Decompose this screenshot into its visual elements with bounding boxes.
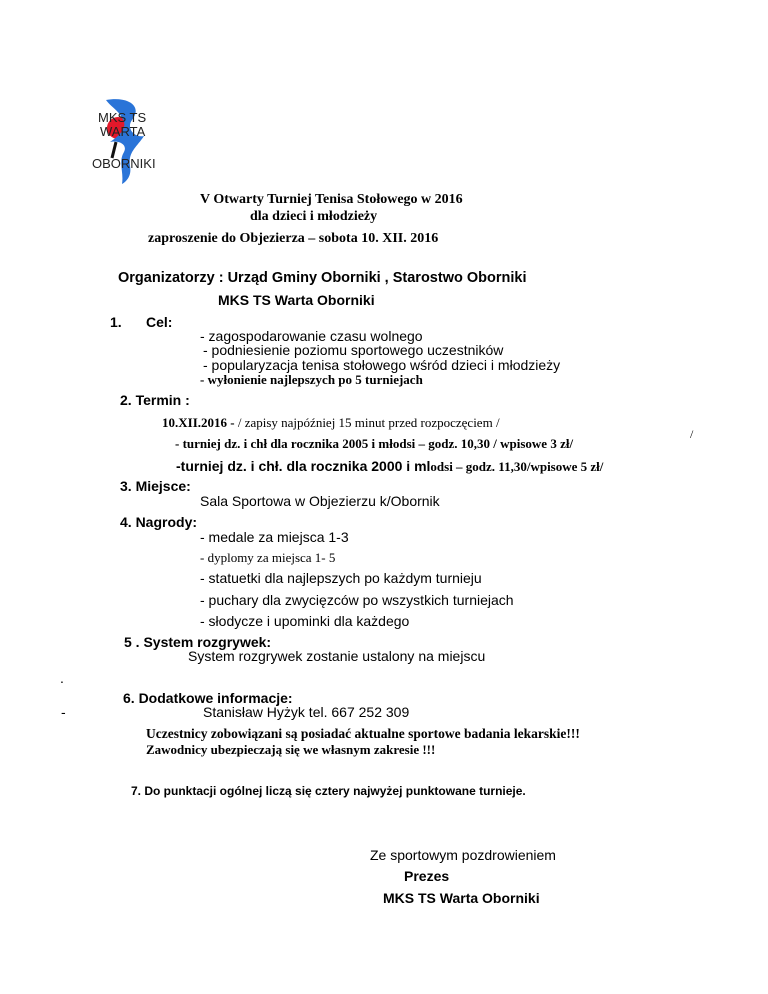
insurance-note: Zawodnicy ubezpieczają się we własnym zakresie !!! bbox=[146, 742, 436, 757]
contact-person: Stanisław Hyżyk tel. 667 252 309 bbox=[203, 704, 410, 720]
logo-line1: MKS TS bbox=[98, 110, 147, 125]
venue: Sala Sportowa w Objezierzu k/Obornik bbox=[200, 493, 440, 509]
section1-number: 1. bbox=[110, 314, 122, 330]
prize-item-2: - dyplomy za miejsca 1- 5 bbox=[200, 550, 336, 565]
prize-item-5: - słodycze i upominki dla każdego bbox=[200, 613, 410, 629]
competition-system: System rozgrywek zostanie ustalony na miejscu bbox=[188, 648, 486, 664]
closing-greeting: Ze sportowym pozdrowieniem bbox=[370, 847, 556, 863]
prize-item-4: - puchary dla zwycięzców po wszystkich turniejach bbox=[200, 592, 514, 608]
stray-slash: / bbox=[690, 427, 694, 441]
stray-dot: . bbox=[60, 670, 64, 686]
organizer-club: MKS TS Warta Oborniki bbox=[218, 292, 375, 308]
medical-note: Uczestnicy zobowiązani są posiadać aktualne sportowe badania lekarskie!!! bbox=[146, 726, 580, 741]
logo-line3: OBORNIKI bbox=[92, 156, 156, 171]
tournament-junior: - turniej dz. i chł dla rocznika 2005 i młodsi – godz. 10,30 / wpisowe 3 zł/ bbox=[175, 436, 574, 451]
club-logo bbox=[88, 96, 168, 186]
organizers-names: Urząd Gminy Oborniki , Starostwo Oborniki bbox=[227, 270, 527, 286]
logo-line2: WARTA bbox=[100, 124, 146, 139]
section5-title: 5 . System rozgrywek: bbox=[124, 634, 272, 650]
goal-item-3: - popularyzacja tenisa stołowego wśród dzieci i młodzieży bbox=[203, 357, 561, 373]
tournament-senior-part1: -turniej dz. i chł. dla rocznika 2000 i ml bbox=[176, 458, 431, 474]
organizers-line bbox=[118, 270, 526, 286]
event-title: V Otwarty Turniej Tenisa Stołowego w 2016 bbox=[200, 192, 463, 207]
registration-note: / zapisy najpóźniej 15 minut przed rozpoczęciem / bbox=[234, 415, 500, 430]
event-date-line bbox=[162, 415, 500, 431]
tournament-senior bbox=[176, 458, 603, 476]
prize-item-1: - medale za miejsca 1-3 bbox=[200, 529, 349, 545]
closing-role: Prezes bbox=[404, 868, 450, 884]
section1-title: Cel: bbox=[146, 314, 173, 330]
goal-item-2: - podniesienie poziomu sportowego uczestników bbox=[203, 342, 504, 358]
event-date: 10.XII.2016 - bbox=[162, 415, 235, 430]
prize-item-3: - statuetki dla najlepszych po każdym turnieju bbox=[200, 570, 482, 586]
section2-title: 2. Termin : bbox=[120, 392, 190, 408]
invitation-line: zaproszenie do Objezierza – sobota 10. XII. 2016 bbox=[148, 231, 439, 246]
organizers-label: Organizatorzy : bbox=[118, 270, 228, 286]
goal-item-4: - wyłonienie najlepszych po 5 turniejach bbox=[200, 372, 423, 387]
closing-club: MKS TS Warta Oborniki bbox=[383, 890, 540, 906]
stray-dash: - bbox=[61, 704, 66, 720]
tournament-senior-part2: odsi – godz. 11,30/wpisowe 5 zł/ bbox=[430, 459, 604, 474]
event-subtitle: dla dzieci i młodzieży bbox=[250, 209, 378, 224]
goal-item-1: - zagospodarowanie czasu wolnego bbox=[200, 328, 423, 344]
section4-title: 4. Nagrody: bbox=[120, 514, 198, 530]
section6-title: 6. Dodatkowe informacje: bbox=[123, 690, 293, 706]
section7-scoring: 7. Do punktacji ogólnej liczą się cztery najwyżej punktowane turnieje. bbox=[131, 784, 526, 798]
section3-title: 3. Miejsce: bbox=[120, 478, 191, 494]
